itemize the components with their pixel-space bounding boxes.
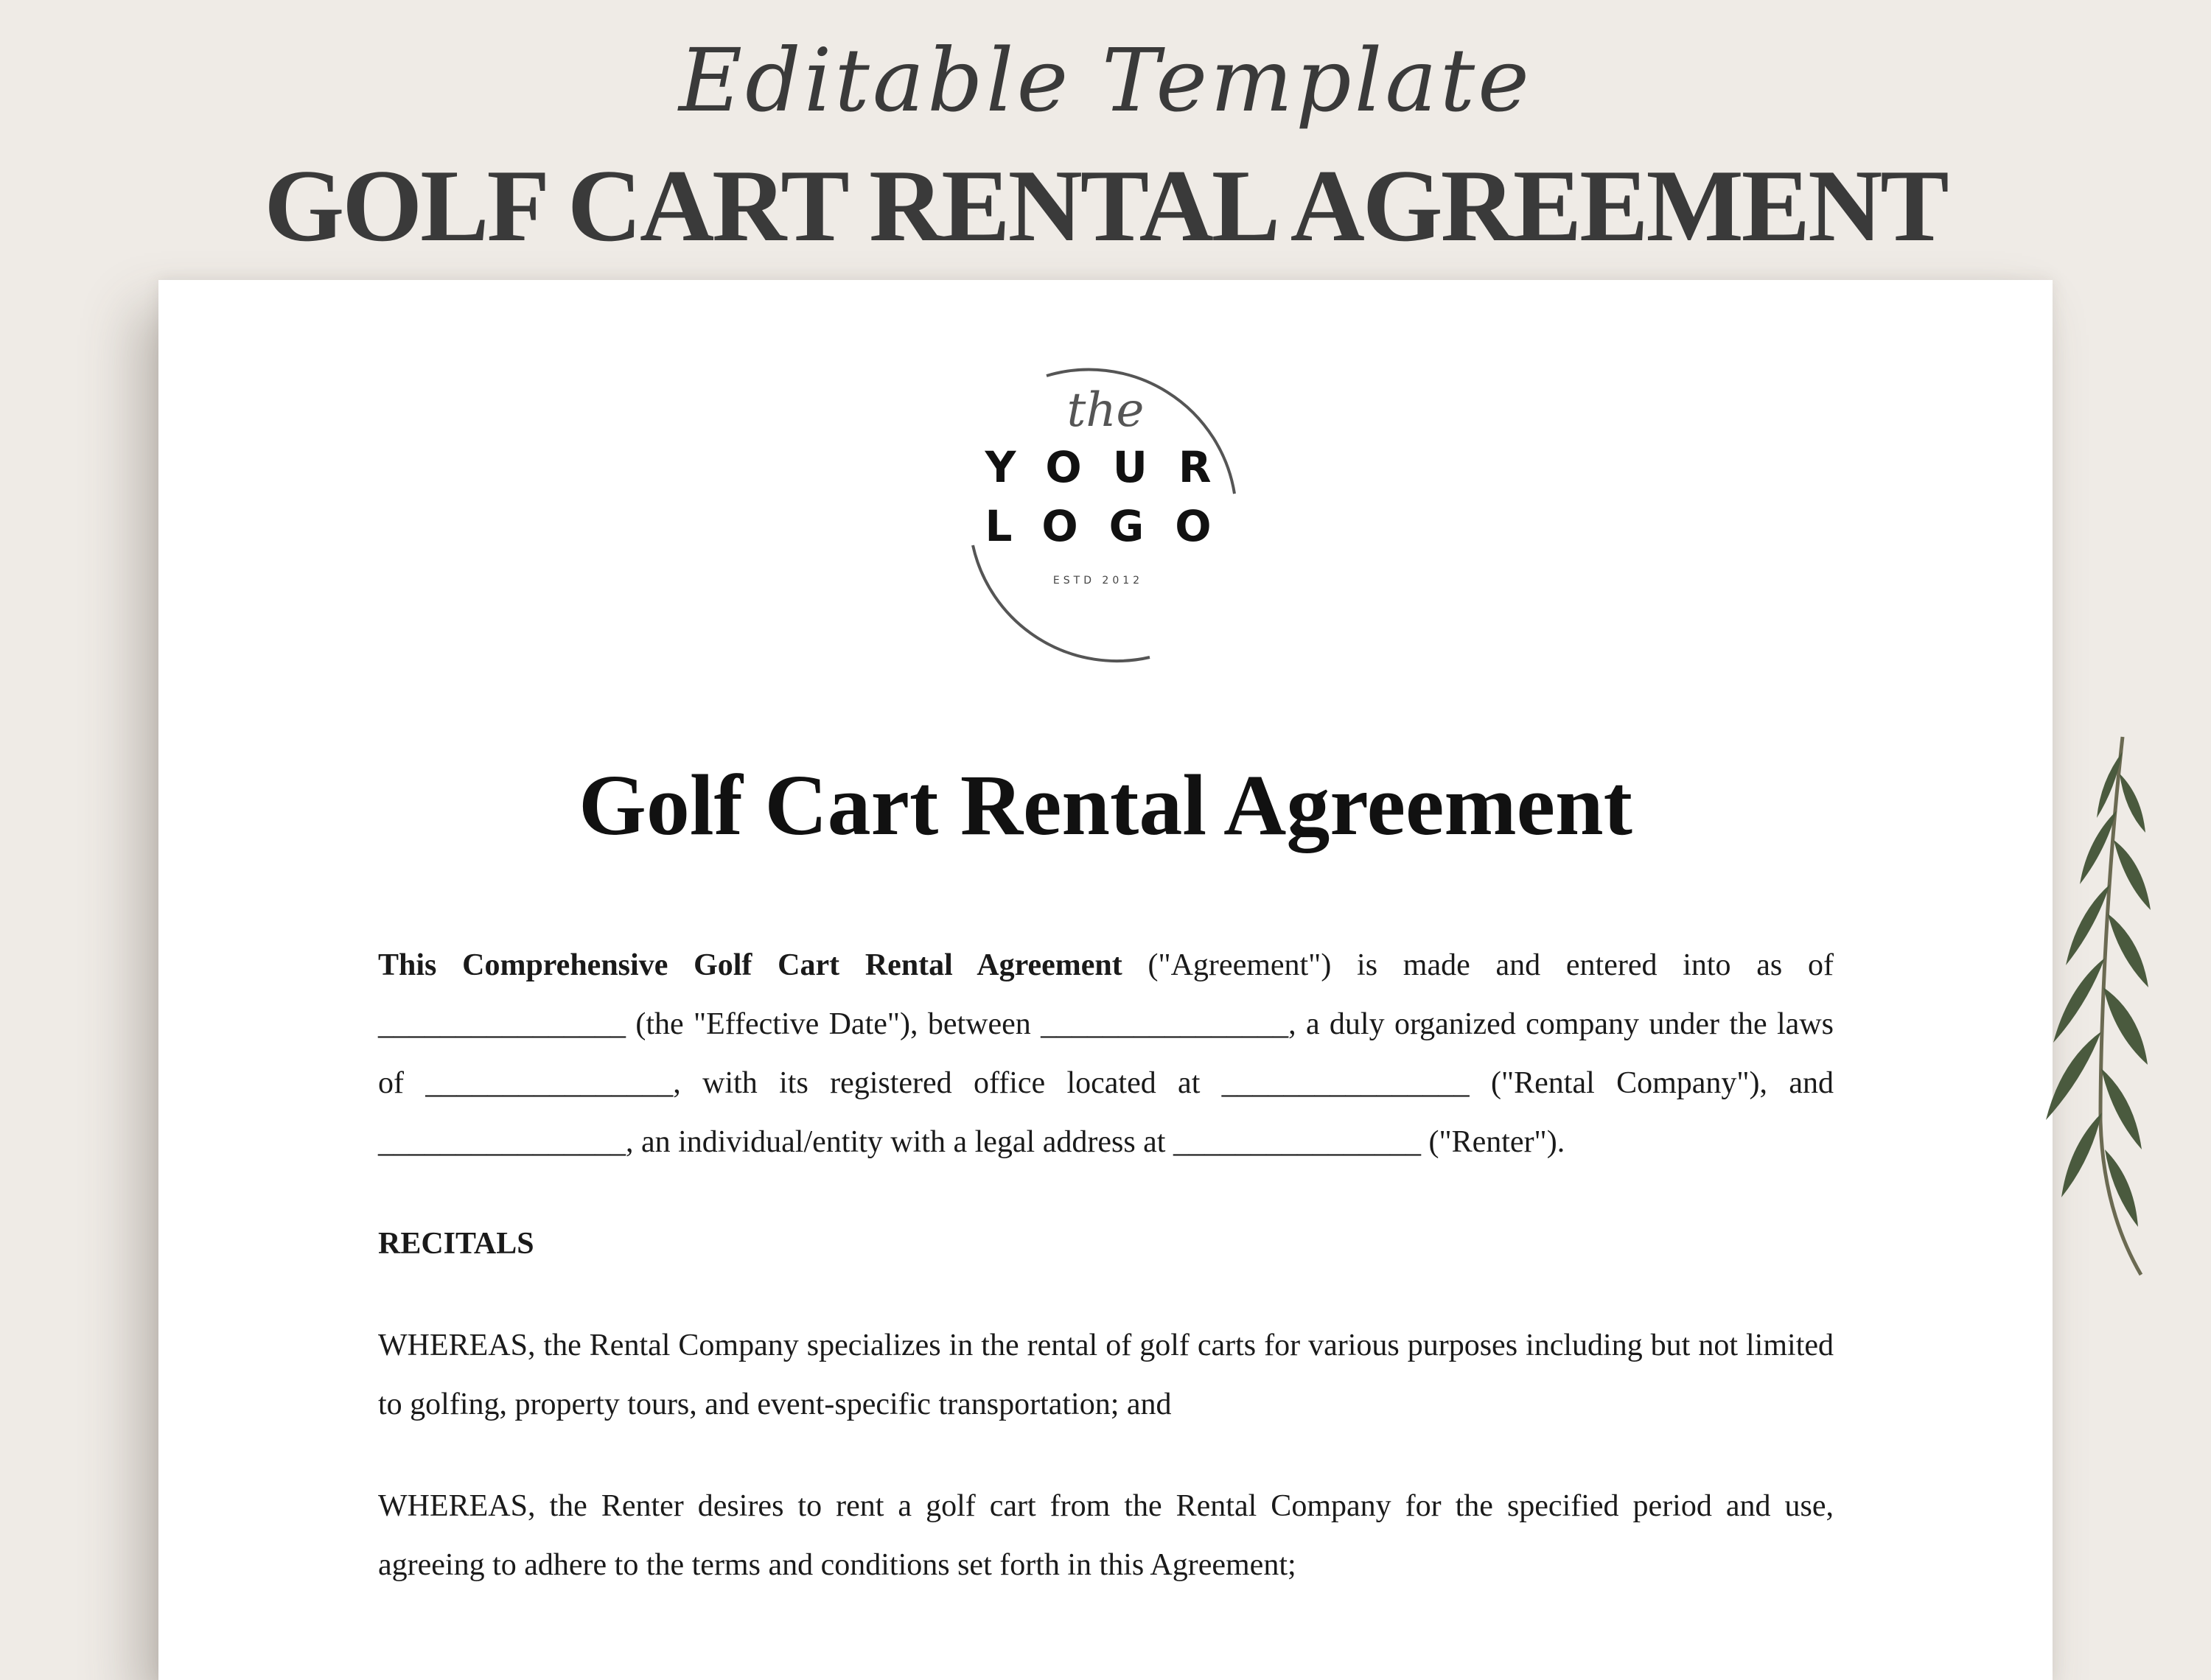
- recitals-heading: RECITALS: [378, 1227, 534, 1261]
- banner-script-heading: Editable Template: [679, 29, 1532, 131]
- logo-line-2: LOGO: [985, 501, 1243, 551]
- logo-line-1: YOUR: [985, 442, 1243, 492]
- rosemary-sprig-icon: [1990, 722, 2182, 1282]
- logo-placeholder: [936, 354, 1260, 678]
- whereas-paragraph-1: WHEREAS, the Rental Company specializes in the rental of golf carts for various purposes including but not limited to golfing, property tours, and event-specific transportation; and: [378, 1329, 1834, 1421]
- banner-title: GOLF CART RENTAL AGREEMENT: [264, 149, 1947, 263]
- whereas-paragraph-2: WHEREAS, the Renter desires to rent a golf cart from the Rental Company for the specified period and use, agreeing to adhere to the terms and conditions set forth in this Agreement;: [378, 1489, 1834, 1582]
- intro-text: ("Agreement") is made and entered into as of ________________ (the "Effective Date"), between ________________, a duly organized company under the laws of ________________, with its registered office located at ________________ ("Rental Company"), and ________________, an individual/entity with a legal address at ________________ ("Renter").: [378, 948, 1834, 1159]
- logo-the-text: the: [1066, 383, 1145, 438]
- intro-bold-text: This Comprehensive Golf Cart Rental Agreement: [378, 948, 1122, 982]
- intro-paragraph: [378, 936, 1834, 1172]
- document-body: [378, 936, 1834, 1637]
- logo-established: ESTD 2012: [1052, 575, 1144, 587]
- document-title: Golf Cart Rental Agreement: [579, 757, 1632, 853]
